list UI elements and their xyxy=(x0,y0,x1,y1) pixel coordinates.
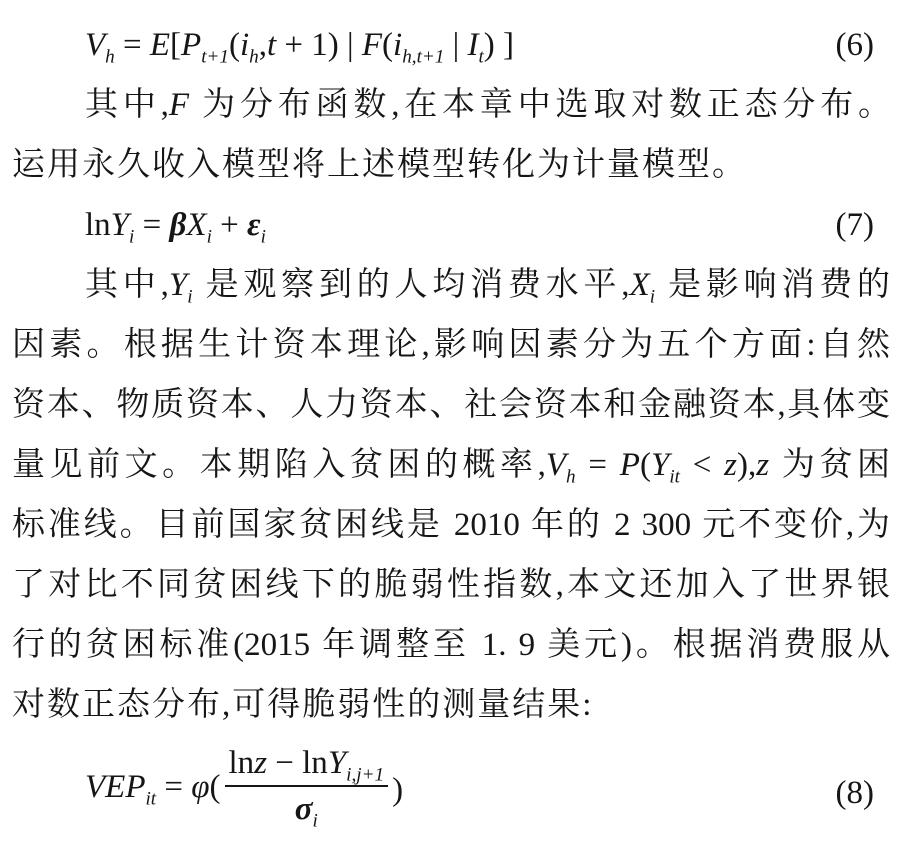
math-symbol: i xyxy=(393,27,403,63)
math-symbol: X xyxy=(186,207,207,243)
math-operator: + xyxy=(211,207,248,243)
math-bracket: ), xyxy=(737,447,757,483)
math-operator: | xyxy=(444,27,468,63)
math-operator: < xyxy=(679,447,725,483)
math-bracket: ( xyxy=(209,769,221,806)
text-run: 其中, xyxy=(85,87,169,123)
math-bracket: ( xyxy=(229,27,240,63)
math-subscript: h xyxy=(105,46,115,68)
paragraph-line xyxy=(85,75,891,135)
math-symbol: Y xyxy=(110,207,130,243)
math-function: ln xyxy=(228,745,255,781)
math-symbol: σ xyxy=(294,791,313,827)
math-symbol: V xyxy=(545,447,567,483)
math-subscript: i xyxy=(260,226,266,248)
math-symbol: F xyxy=(168,87,190,123)
equation-8 xyxy=(85,735,886,843)
math-subscript: h,t+1 xyxy=(402,46,445,68)
math-symbol: Y xyxy=(168,267,188,303)
math-symbol: V xyxy=(85,27,106,63)
math-subscript: h xyxy=(249,46,259,68)
text-run: 是影响消费的 xyxy=(655,267,891,303)
text-run: 量见前文。本期陷入贫困的概率, xyxy=(12,447,546,483)
math-subscript: it xyxy=(145,788,157,810)
equation-7 xyxy=(85,195,886,255)
paragraph-line: 资本、物质资本、人力资本、社会资本和金融资本,具体变 xyxy=(12,387,890,423)
fraction-denominator xyxy=(225,785,389,831)
math-bracket: ( xyxy=(639,447,651,483)
text-run: 为分布函数,在本章中选取对数正态分布。 xyxy=(189,87,892,123)
math-symbol: VEP xyxy=(85,769,146,806)
math-symbol: φ xyxy=(191,769,210,806)
paragraph-line: 运用永久收入模型将上述模型转化为计量模型。 xyxy=(12,147,747,183)
math-symbol: β xyxy=(169,207,187,243)
math-operator: = xyxy=(575,447,620,483)
paragraph-line: 了对比不同贫困线下的脆弱性指数,本文还加入了世界银 xyxy=(12,567,890,603)
math-symbol: F xyxy=(361,27,383,63)
math-subscript: i xyxy=(187,286,193,308)
paragraph-line xyxy=(85,255,890,315)
math-symbol: ε xyxy=(247,207,261,243)
math-operator: = xyxy=(114,27,150,63)
paragraph-line: 因素。根据生计资本理论,影响因素分为五个方面:自然 xyxy=(12,327,890,363)
math-operator: = xyxy=(156,769,192,806)
math-symbol: E xyxy=(149,27,171,63)
math-subscript: t+1 xyxy=(201,46,229,68)
math-operator: − ln xyxy=(267,745,328,781)
paragraph-line: 标准线。目前国家贫困线是 2010 年的 2 300 元不变价,为 xyxy=(12,507,890,543)
text-run: 是观察到的人均消费水平, xyxy=(192,267,630,303)
math-symbol: z xyxy=(724,447,738,483)
math-bracket: ( xyxy=(382,27,394,63)
equation-6-number: (6) xyxy=(835,27,874,63)
equation-7-expression xyxy=(85,207,266,248)
equation-6 xyxy=(85,15,886,75)
text-run: 其中, xyxy=(85,267,169,303)
math-symbol: Y xyxy=(327,745,347,781)
math-symbol: X xyxy=(629,267,650,303)
math-fraction xyxy=(225,741,389,831)
math-subscript: it xyxy=(669,466,680,488)
equation-8-number: (8) xyxy=(835,775,874,811)
math-subscript: i xyxy=(649,286,656,308)
fraction-numerator xyxy=(225,741,389,785)
math-bracket: ] xyxy=(494,27,515,63)
math-symbol: I xyxy=(467,27,479,63)
math-symbol: z xyxy=(756,447,770,483)
equation-7-number: (7) xyxy=(835,207,874,243)
paragraph-line: 对数正态分布,可得脆弱性的测量结果: xyxy=(12,687,594,723)
math-subscript: h xyxy=(566,466,576,488)
math-symbol: P xyxy=(619,447,640,483)
math-symbol: i xyxy=(240,27,250,63)
equation-6-expression xyxy=(85,27,515,68)
math-symbol: z xyxy=(254,745,268,781)
math-bracket: [ xyxy=(170,27,182,63)
paragraph-line xyxy=(12,435,890,495)
text-run: 为贫困 xyxy=(769,447,890,483)
math-operator: | xyxy=(338,27,362,63)
math-function: ln xyxy=(85,207,111,243)
math-subscript: i xyxy=(206,226,212,248)
math-symbol: P xyxy=(181,27,202,63)
math-subscript: i,j+1 xyxy=(346,764,385,786)
math-punctuation: , xyxy=(258,27,267,63)
math-subscript: i xyxy=(129,226,135,248)
math-operator: = xyxy=(134,207,170,243)
paragraph-line: 行的贫困标准(2015 年调整至 1. 9 美元)。根据消费服从 xyxy=(12,627,890,663)
math-operator: + 1) xyxy=(276,27,339,63)
math-symbol: Y xyxy=(650,447,670,483)
math-subscript: t xyxy=(478,46,484,68)
math-symbol: t xyxy=(266,27,277,63)
math-subscript: i xyxy=(312,810,318,832)
equation-8-lead xyxy=(85,771,221,808)
math-bracket: ) xyxy=(392,771,404,808)
math-bracket: ) xyxy=(483,27,495,63)
